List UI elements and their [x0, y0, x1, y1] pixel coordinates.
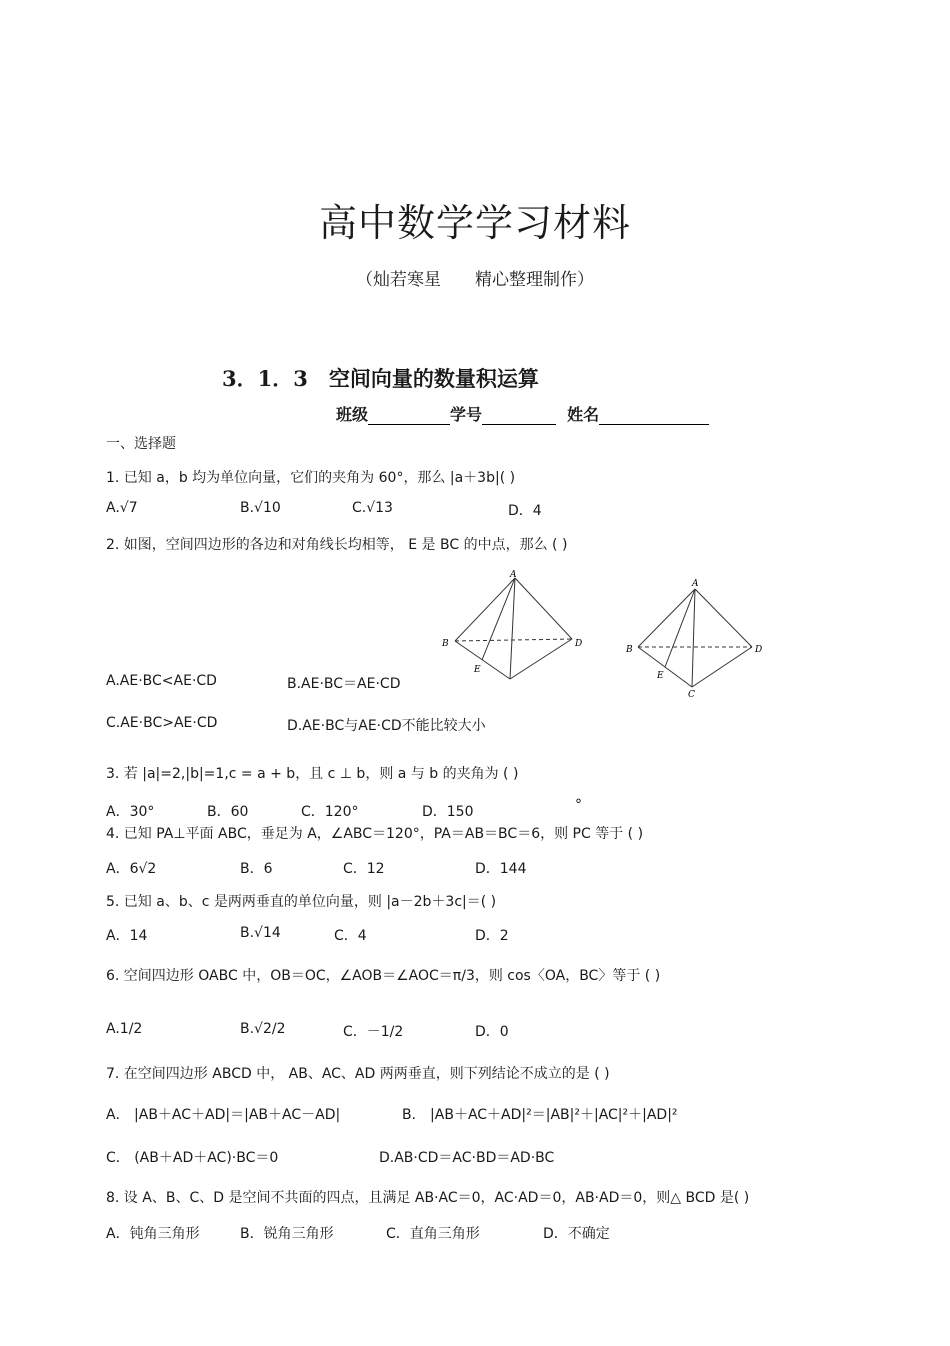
q1-option-c: C.√13 — [352, 500, 393, 516]
class-label: 班级 — [336, 405, 369, 424]
fig-right-label-a: A — [692, 579, 699, 589]
q6-option-d: D．0 — [475, 1024, 509, 1040]
class-blank — [368, 408, 450, 425]
name-blank — [599, 408, 709, 425]
q3-stem: 3. 若 |a|=2,|b|=1,c = a + b，且 c ⊥ b，则 a 与 b 的夹角为 ( ) — [106, 766, 519, 782]
q8-option-a: A．钝角三角形 — [106, 1226, 200, 1242]
id-label: 学号 — [450, 405, 483, 424]
q4-stem: 4. 已知 PA⊥平面 ABC，垂足为 A，∠ABC＝120°，PA＝AB＝BC＝6，则 PC 等于 ( ) — [106, 826, 644, 842]
section-title: 3．1．3 空间向量的数量积运算 — [222, 366, 539, 391]
fig-right-label-d: D — [755, 645, 763, 655]
q5-option-a: A．14 — [106, 928, 148, 944]
q5-stem: 5. 已知 a、b、c 是两两垂直的单位向量，则 |a－2b＋3c|＝( ) — [106, 894, 497, 910]
q6-option-b: B.√2/2 — [240, 1021, 286, 1037]
q1-option-d: D．4 — [508, 503, 542, 519]
q3-option-a: A．30° — [106, 804, 155, 820]
name-label: 姓名 — [567, 405, 600, 424]
q1-stem: 1. 已知 a，b 均为单位向量，它们的夹角为 60°，那么 |a＋3b|( ) — [106, 470, 516, 486]
q6-option-c: C．－1/2 — [343, 1024, 404, 1040]
part-title: 一、选择题 — [106, 436, 176, 452]
q8-option-b: B．锐角三角形 — [240, 1226, 334, 1242]
q1-option-a: A.√7 — [106, 500, 138, 516]
q8-option-c: C．直角三角形 — [386, 1226, 480, 1242]
q7-option-b: B． |AB＋AC＋AD|²＝|AB|²＋|AC|²＋|AD|² — [402, 1107, 678, 1123]
q7-stem: 7. 在空间四边形 ABCD 中， AB、AC、AD 两两垂直，则下列结论不成立的是 ( ) — [106, 1066, 610, 1082]
fig-left-label-b: B — [442, 639, 449, 649]
student-info-line — [336, 402, 709, 425]
q5-option-d: D．2 — [475, 928, 509, 944]
q8-option-d: D．不确定 — [543, 1226, 610, 1242]
q4-option-b: B．6 — [240, 861, 273, 877]
q2-option-b: B.AE·BC＝AE·CD — [287, 676, 401, 692]
q6-stem: 6. 空间四边形 OABC 中，OB＝OC，∠AOB＝∠AOC＝π/3，则 cos〈OA，BC〉等于 ( ) — [106, 968, 661, 984]
fig-right-label-b: B — [626, 645, 633, 655]
q3-option-c: C．120° — [301, 804, 359, 820]
q5-option-c: C．4 — [334, 928, 367, 944]
document-subtitle: （灿若寒星 精心整理制作） — [356, 270, 594, 290]
fig-left-label-d: D — [575, 639, 583, 649]
q4-option-a: A．6√2 — [106, 861, 157, 877]
document-title: 高中数学学习材料 — [318, 201, 631, 245]
q6-option-a: A.1/2 — [106, 1021, 143, 1037]
q3-option-b: B．60 — [207, 804, 249, 820]
q2-option-a: A.AE·BC<AE·CD — [106, 673, 217, 689]
fig-left-label-a: A — [510, 570, 517, 580]
q8-stem: 8. 设 A、B、C、D 是空间不共面的四点，且满足 AB·AC＝0，AC·AD＝0，AB·AD＝0，则△ BCD 是( ) — [106, 1190, 750, 1206]
fig-right-label-c: C — [688, 690, 695, 700]
q7-option-d: D.AB·CD＝AC·BD＝AD·BC — [379, 1150, 555, 1166]
q2-option-c: C.AE·BC>AE·CD — [106, 715, 218, 731]
id-blank — [482, 408, 556, 425]
q1-option-b: B.√10 — [240, 500, 281, 516]
q2-option-d: D.AE·BC与AE·CD不能比较大小 — [287, 718, 486, 734]
q4-option-c: C．12 — [343, 861, 385, 877]
q7-option-a: A． |AB＋AC＋AD|＝|AB＋AC－AD| — [106, 1107, 341, 1123]
q7-option-c: C． (AB＋AD＋AC)·BC＝0 — [106, 1150, 279, 1166]
q3-stray-degree: ° — [575, 797, 582, 813]
tetrahedron-figure-right — [622, 575, 772, 700]
fig-left-label-e: E — [474, 665, 481, 675]
q4-option-d: D．144 — [475, 861, 527, 877]
q2-stem: 2. 如图，空间四边形的各边和对角线长均相等， E 是 BC 的中点，那么 ( ) — [106, 537, 568, 553]
tetrahedron-figure-left — [420, 566, 600, 681]
q5-option-b: B.√14 — [240, 925, 281, 941]
q3-option-d: D．150 — [422, 804, 474, 820]
fig-right-label-e: E — [657, 671, 664, 681]
